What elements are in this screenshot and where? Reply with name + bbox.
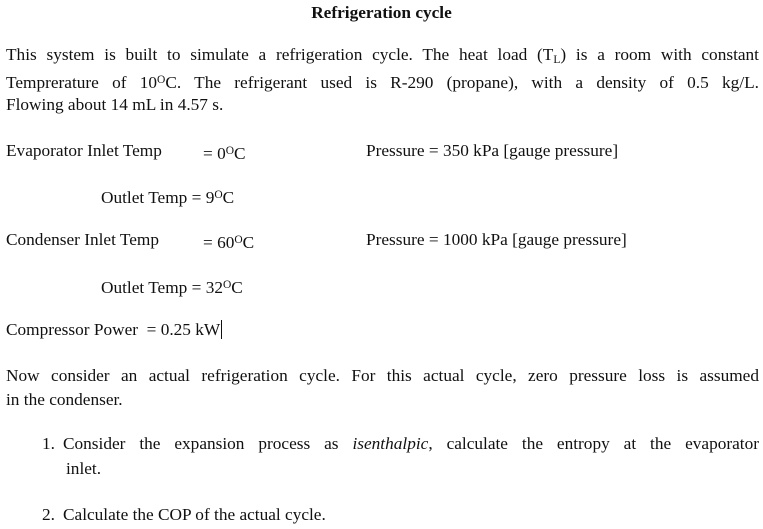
intro-line-2: Temprerature of $10^OC$. The refrigerant used is R-290 (propane), with a density of 0.5 kg/L. <box>6 73 759 92</box>
text-cursor <box>221 320 222 339</box>
intro-line-3: Flowing about 14 mL in 4.57 s. <box>6 95 224 114</box>
intro-line-1: This system is built to simulate a refrigeration cycle. The heat load $(T_L)$ is a room with constant <box>6 45 759 66</box>
condenser-pressure: Pressure = 1000 kPa [gauge pressure] <box>366 230 627 249</box>
isenthalpic-term: isenthalpic <box>352 434 429 453</box>
question-1-line-2: inlet. <box>66 459 102 478</box>
condenser-inlet-value: = $60^OC$ <box>203 233 255 252</box>
degree-mark: O <box>157 74 166 86</box>
evaporator-inlet-label: Evaporator Inlet Temp <box>6 141 162 160</box>
evaporator-outlet-temp: Outlet Temp = $9^OC$ <box>101 188 235 207</box>
question-1-line-1: Consider the expansion process as isenthalpic, calculate the entropy at the evaporator <box>63 434 759 453</box>
page-title: Refrigeration cycle <box>311 3 452 22</box>
actual-cycle-line-1: Now consider an actual refrigeration cycle. For this actual cycle, zero pressure loss is assumed <box>6 366 759 385</box>
evaporator-inlet-value: = $0^OC$ <box>203 144 246 163</box>
condenser-inlet-label: Condenser Inlet Temp <box>6 230 160 249</box>
evaporator-pressure: Pressure = 350 kPa [gauge pressure] <box>366 141 619 160</box>
condenser-outlet-temp: Outlet Temp = $32^OC$ <box>101 278 243 297</box>
question-1-number: 1. <box>42 434 55 453</box>
question-2-text: Calculate the COP of the actual cycle. <box>63 505 326 524</box>
actual-cycle-line-2: in the condenser. <box>6 390 123 409</box>
compressor-power[interactable]: Compressor Power = 0.25 kW <box>6 320 221 339</box>
subscript-l: L <box>553 54 561 66</box>
question-2-number: 2. <box>42 505 55 524</box>
